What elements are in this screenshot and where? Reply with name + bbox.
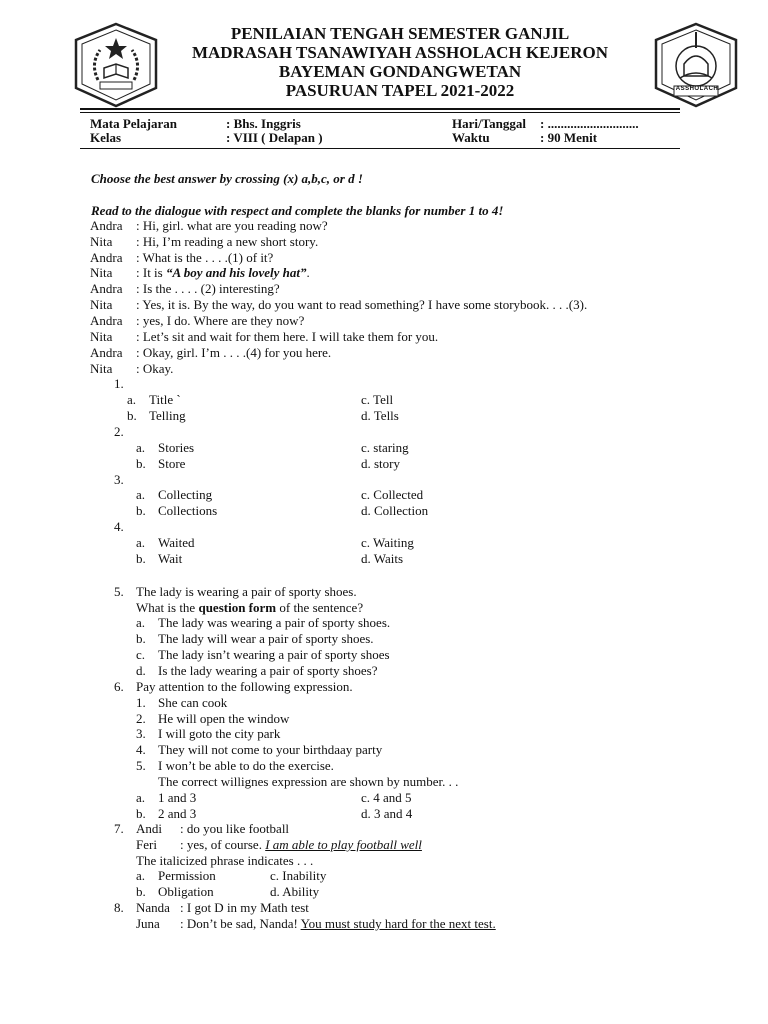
expression-text: I will goto the city park: [158, 726, 281, 741]
option-letter: a.: [136, 440, 146, 455]
expression-text: She can cook: [158, 695, 228, 710]
dialogue-line: [136, 265, 310, 280]
option-letter: b.: [136, 503, 146, 518]
dialogue-line-text: : Don’t be sad, Nanda!: [180, 916, 301, 931]
option-c[interactable]: c. 4 and 5: [361, 790, 412, 805]
option-d[interactable]: d. Waits: [361, 551, 404, 566]
question-text: What is the: [136, 600, 199, 615]
option-a[interactable]: Permission: [158, 868, 216, 883]
expression-text: He will open the window: [158, 711, 290, 726]
option-letter: b.: [136, 456, 146, 471]
option-d[interactable]: d. Ability: [270, 884, 320, 899]
dialogue-speaker: Andra: [90, 345, 123, 360]
option-b[interactable]: 2 and 3: [158, 806, 197, 821]
question-number: 5.: [114, 584, 124, 599]
dialogue-speaker: Andra: [90, 313, 123, 328]
dialogue-line: [180, 837, 422, 852]
dialogue-speaker: Nita: [90, 234, 113, 249]
option-a[interactable]: 1 and 3: [158, 790, 197, 805]
option-letter: b.: [127, 408, 137, 423]
subject-label: Mata Pelajaran: [90, 116, 178, 131]
exam-header: [170, 24, 630, 100]
option-b[interactable]: Store: [158, 456, 186, 471]
option-c[interactable]: c. Inability: [270, 868, 327, 883]
option-letter: a.: [136, 868, 146, 883]
question-number: 1.: [114, 376, 124, 391]
expression-text: They will not come to your birthdaay party: [158, 742, 383, 757]
expression-number: 2.: [136, 711, 146, 726]
dialogue-line: : Okay.: [136, 361, 174, 376]
main-instruction: Choose the best answer by crossing (x) a,b,c, or d !: [91, 171, 363, 186]
dialogue-line: : What is the . . . .(1) of it?: [136, 250, 274, 265]
option-d[interactable]: d. 3 and 4: [361, 806, 413, 821]
question-prompt: The italicized phrase indicates . . .: [136, 853, 314, 868]
option-d[interactable]: d. Collection: [361, 503, 429, 518]
dialogue-speaker: Andra: [90, 218, 123, 233]
option-c[interactable]: The lady isn’t wearing a pair of sporty shoes: [158, 647, 390, 662]
question-number: 2.: [114, 424, 124, 439]
option-c[interactable]: c. staring: [361, 440, 409, 455]
expression-text: I won’t be able to do the exercise.: [158, 758, 334, 773]
dialogue-line: : Is the . . . . (2) interesting?: [136, 281, 280, 296]
underlined-sentence: You must study hard for the next test.: [300, 916, 496, 931]
question-emphasis: question form: [198, 600, 277, 615]
option-letter: b.: [136, 806, 146, 821]
info-divider: [80, 148, 680, 149]
option-b[interactable]: The lady will wear a pair of sporty shoes.: [158, 631, 374, 646]
header-line-3: BAYEMAN GONDANGWETAN: [278, 62, 522, 81]
dialogue-speaker: Nita: [90, 265, 113, 280]
time-value: : 90 Menit: [540, 130, 598, 145]
madrasah-emblem-right-icon: [650, 20, 742, 110]
dialogue-line: [180, 916, 496, 931]
option-a[interactable]: The lady was wearing a pair of sporty shoes.: [158, 615, 391, 630]
option-letter: a.: [136, 487, 146, 502]
question-stem: Pay attention to the following expression.: [136, 679, 353, 694]
option-letter: b.: [136, 631, 146, 646]
dialogue-instruction: Read to the dialogue with respect and complete the blanks for number 1 to 4!: [91, 203, 504, 218]
header-divider-thick: [80, 108, 680, 110]
day-label: Hari/Tanggal: [452, 116, 526, 131]
option-b[interactable]: Telling: [149, 408, 186, 423]
option-letter: a.: [136, 790, 146, 805]
option-d[interactable]: d. story: [361, 456, 400, 471]
option-letter: c.: [136, 647, 146, 662]
option-letter: a.: [127, 392, 137, 407]
dialogue-line: : do you like football: [180, 821, 290, 836]
question-number: 7.: [114, 821, 124, 836]
header-line-2: MADRASAH TSANAWIYAH ASSHOLACH KEJERON: [191, 43, 609, 62]
question-number: 8.: [114, 900, 124, 915]
dialogue-speaker: Andra: [90, 281, 123, 296]
question-number: 6.: [114, 679, 124, 694]
question-stem: The lady is wearing a pair of sporty shoes.: [136, 584, 357, 599]
header-line-1: PENILAIAN TENGAH SEMESTER GANJIL: [230, 24, 570, 43]
option-b[interactable]: Wait: [158, 551, 183, 566]
dialogue-line: : Let’s sit and wait for them here. I will take them for you.: [136, 329, 439, 344]
school-emblem-left-icon: [70, 20, 162, 110]
dialogue-line: : Yes, it is. By the way, do you want to read something? I have some storybook. . . .(3).: [136, 297, 588, 312]
option-c[interactable]: c. Waiting: [361, 535, 414, 550]
dialogue-line-text: : yes, of course.: [180, 837, 266, 852]
italic-phrase: I am able to play football well: [265, 837, 422, 852]
story-title: “A boy and his lovely hat”: [165, 265, 307, 280]
dialogue-speaker: Nita: [90, 297, 113, 312]
option-a[interactable]: Stories: [158, 440, 195, 455]
dialogue-speaker: Nita: [90, 361, 113, 376]
dialogue-line-text: : It is: [136, 265, 166, 280]
option-d[interactable]: Is the lady wearing a pair of sporty shoes?: [158, 663, 378, 678]
expression-number: 3.: [136, 726, 146, 741]
right-logo-bottom-text: ASSHOLACH: [675, 86, 719, 92]
option-a[interactable]: Waited: [158, 535, 195, 550]
option-letter: b.: [136, 884, 146, 899]
dialogue-speaker: Andra: [90, 250, 123, 265]
question-number: 4.: [114, 519, 124, 534]
dialogue-line: : yes, I do. Where are they now?: [136, 313, 305, 328]
option-letter: b.: [136, 551, 146, 566]
question-number: 3.: [114, 472, 124, 487]
question-prompt: The correct willignes expression are shown by number. . .: [158, 774, 459, 789]
option-d[interactable]: d. Tells: [361, 408, 399, 423]
option-c[interactable]: c. Tell: [361, 392, 394, 407]
dialogue-speaker: Feri: [136, 837, 157, 852]
class-value: : VIII ( Delapan ): [226, 130, 323, 145]
option-b[interactable]: Obligation: [158, 884, 214, 899]
dialogue-speaker: Nita: [90, 329, 113, 344]
time-label: Waktu: [452, 130, 490, 145]
option-letter: d.: [136, 663, 146, 678]
subject-value: : Bhs. Inggris: [226, 116, 301, 131]
expression-number: 5.: [136, 758, 146, 773]
dialogue-speaker: Nanda: [136, 900, 170, 915]
expression-number: 1.: [136, 695, 146, 710]
expression-number: 4.: [136, 742, 146, 757]
dialogue-line: : I got D in my Math test: [180, 900, 309, 915]
dialogue-speaker: Juna: [136, 916, 160, 931]
option-a[interactable]: Collecting: [158, 487, 213, 502]
dialogue-line-text: .: [306, 265, 310, 280]
option-letter: a.: [136, 615, 146, 630]
option-c[interactable]: c. Collected: [361, 487, 424, 502]
option-a[interactable]: Title `: [149, 392, 181, 407]
option-letter: a.: [136, 535, 146, 550]
header-divider-thin: [80, 112, 680, 113]
dialogue-line: : Hi, I’m reading a new short story.: [136, 234, 319, 249]
option-b[interactable]: Collections: [158, 503, 218, 518]
class-label: Kelas: [90, 130, 122, 145]
header-line-4: PASURUAN TAPEL 2021-2022: [285, 81, 515, 100]
dialogue-line: : Hi, girl. what are you reading now?: [136, 218, 328, 233]
dialogue-speaker: Andi: [136, 821, 162, 836]
dialogue-line: : Okay, girl. I’m . . . .(4) for you here.: [136, 345, 332, 360]
question-prompt: [136, 600, 363, 615]
question-text: of the sentence?: [276, 600, 364, 615]
day-value: : ............................: [540, 116, 639, 131]
